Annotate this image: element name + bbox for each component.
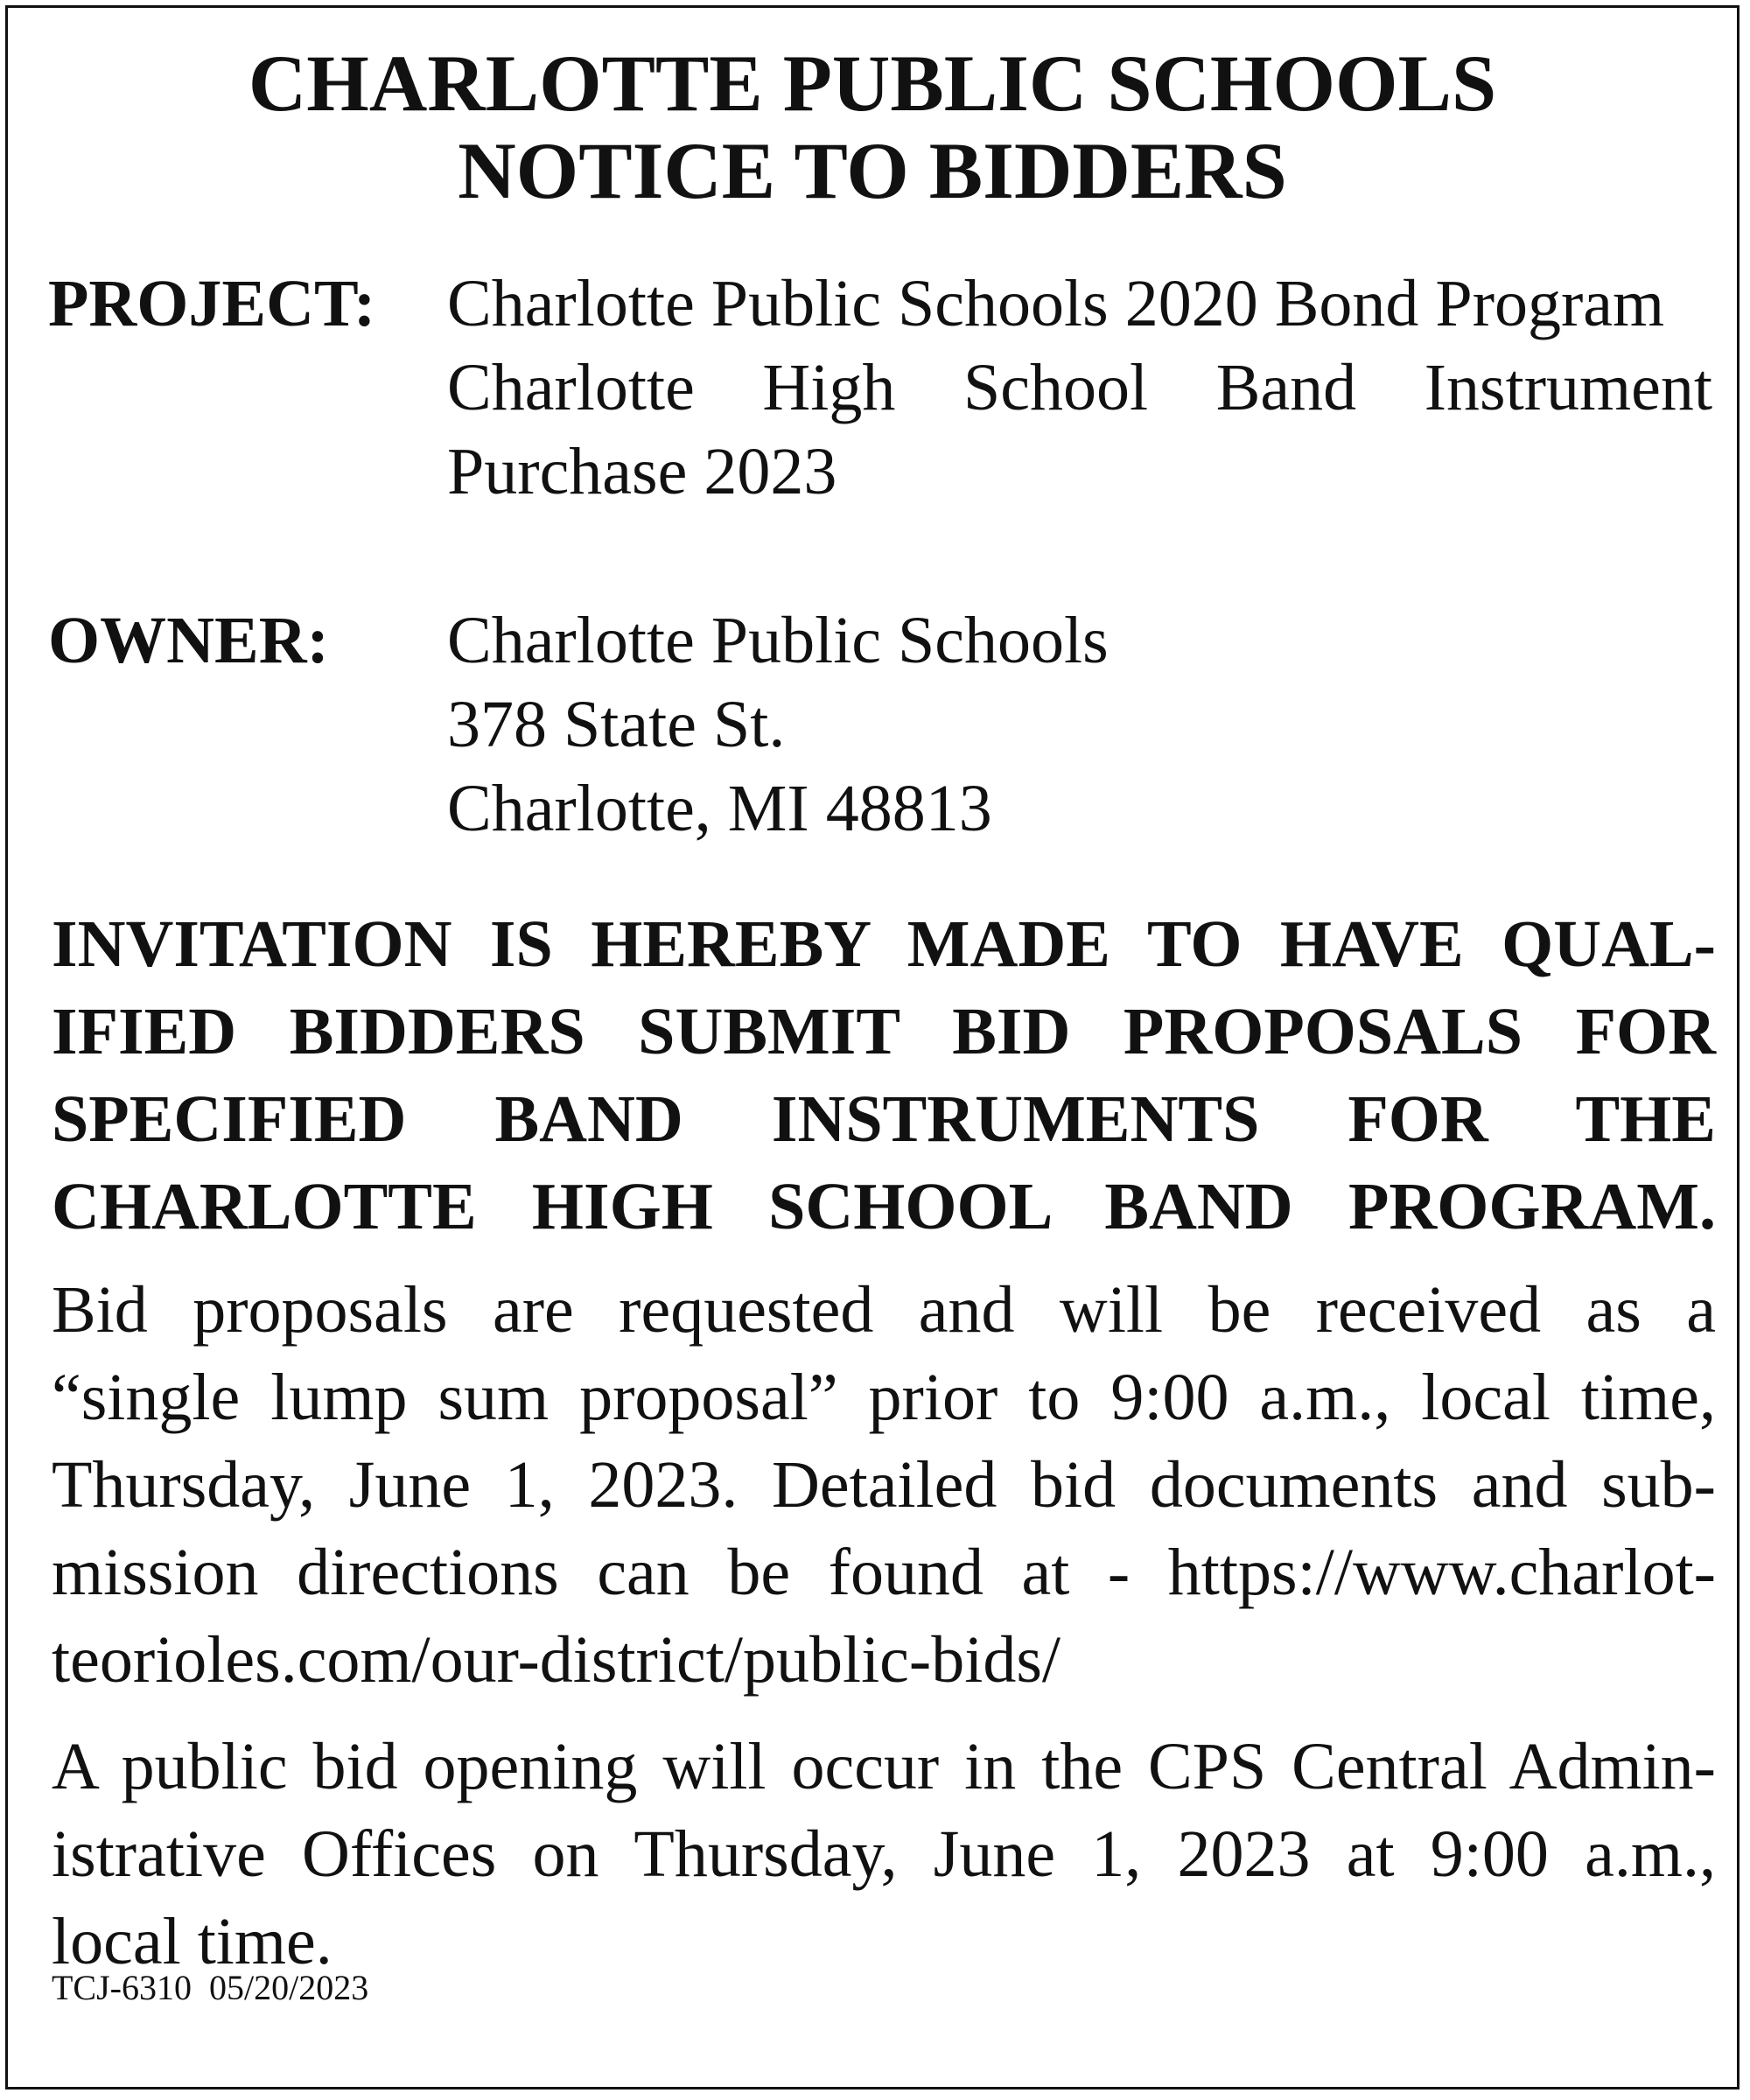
opening-line: local time.	[52, 1905, 332, 1978]
publication-code: TCJ-6310 05/20/2023	[52, 1968, 369, 2007]
bid-details-line: mission directions can be found at - https://www.charlot-	[52, 1536, 1716, 1609]
bid-opening-paragraph	[52, 1723, 1716, 1985]
invitation-paragraph	[52, 900, 1716, 1250]
invitation-line: INVITATION IS HEREBY MADE TO HAVE QUAL-	[52, 907, 1716, 981]
invitation-line: IFIED BIDDERS SUBMIT BID PROPOSALS FOR	[52, 995, 1716, 1068]
notice-title-line1: CHARLOTTE PUBLIC SCHOOLS	[248, 38, 1497, 128]
project-label: PROJECT:	[48, 267, 376, 340]
owner-name: Charlotte Public Schools	[447, 604, 1109, 677]
bid-details-line: “single lump sum proposal” prior to 9:00 a.m., local time,	[52, 1361, 1716, 1434]
notice-title-line2: NOTICE TO BIDDERS	[458, 126, 1287, 215]
opening-line: istrative Offices on Thursday, June 1, 2023 at 9:00 a.m.,	[52, 1817, 1716, 1891]
notice-to-bidders	[5, 5, 1740, 2090]
bid-details-line: Bid proposals are requested and will be received as a	[52, 1273, 1716, 1347]
bid-details-paragraph	[52, 1266, 1716, 1704]
owner-city: Charlotte, MI 48813	[447, 772, 992, 845]
project-line: Purchase 2023	[447, 435, 837, 508]
opening-line: A public bid opening will occur in the CPS Central Admin-	[52, 1730, 1716, 1803]
owner-label: OWNER:	[48, 604, 329, 677]
project-details	[447, 262, 1712, 514]
owner-street: 378 State St.	[447, 688, 786, 761]
project-line: Charlotte High School Band Instrument	[447, 351, 1712, 424]
owner-details	[447, 598, 1712, 850]
invitation-line: CHARLOTTE HIGH SCHOOL BAND PROGRAM.	[52, 1170, 1716, 1243]
project-line: Charlotte Public Schools 2020 Bond Program	[447, 267, 1665, 340]
invitation-line: SPECIFIED BAND INSTRUMENTS FOR THE	[52, 1082, 1716, 1156]
bid-details-line: Thursday, June 1, 2023. Detailed bid documents and sub-	[52, 1448, 1716, 1522]
bid-details-line: teorioles.com/our-district/public-bids/	[52, 1623, 1061, 1697]
